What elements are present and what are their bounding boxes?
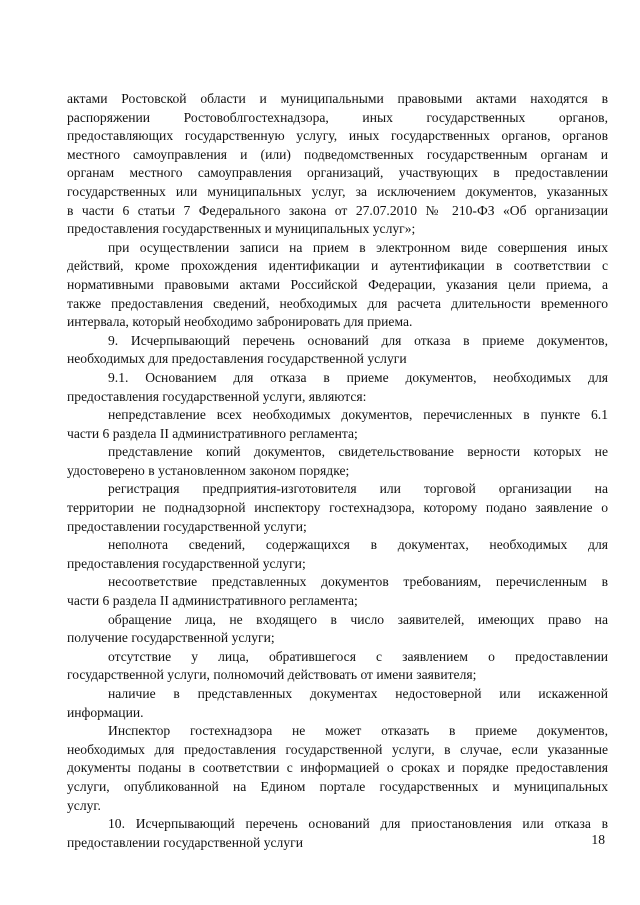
page-number: 18 <box>591 832 605 847</box>
text-line: Инспектор гостехнадзора не может отказать в приеме документов, <box>108 723 608 739</box>
text-line: 9.1. Основанием для отказа в приеме документов, необходимых для <box>108 369 608 385</box>
list-item-line: неполнота сведений, содержащихся в документах, необходимых для <box>108 537 608 553</box>
document-body <box>67 90 608 852</box>
list-item-line: части 6 раздела II административного регламента; <box>67 593 358 609</box>
text-line: предоставления государственных и муниципальных услуг»; <box>67 221 416 237</box>
text-line: распоряжении Ростовоблгостехнадзора, иных государственных органов, <box>67 109 608 125</box>
text-line: услуг. <box>67 797 101 813</box>
list-item-line: удостоверено в установленном законом порядке; <box>67 462 350 478</box>
list-item-line: представление копий документов, свидетельствование верности которых не <box>108 444 608 460</box>
text-line: нормативными правовыми актами Российской Федерации, указания цели приема, а <box>67 276 608 292</box>
text-line: местного самоуправления и (или) подведомственных государственным органам и <box>67 146 608 162</box>
text-line: органам местного самоуправления организаций, участвующих в предоставлении <box>67 165 608 181</box>
list-item-line: предоставлении государственной услуги; <box>67 518 307 534</box>
list-item-line: информации. <box>67 704 144 720</box>
text-line: действий, кроме прохождения идентификации и аутентификации в соответствии с <box>67 258 608 274</box>
section-heading-line: необходимых для предоставления государственной услуги <box>67 351 407 367</box>
text-line: актами Ростовской области и муниципальными правовыми актами находятся в <box>67 91 608 106</box>
list-item-line: части 6 раздела II административного регламента; <box>67 425 358 441</box>
section-heading-line: 9. Исчерпывающий перечень оснований для отказа в приеме документов, <box>108 332 608 348</box>
text-line: при осуществлении записи на прием в электронном виде совершения иных <box>108 239 608 255</box>
text-line: услуги, опубликованной на Едином портале государственных и муниципальных <box>67 778 608 794</box>
list-item-line: наличие в представленных документах недостоверной или искаженной <box>108 686 608 701</box>
text-line: необходимых для предоставления государственной услуги, в случае, если указанные <box>67 741 608 757</box>
list-item-line: получение государственной услуги; <box>67 630 275 646</box>
list-item-line: отсутствие у лица, обратившегося с заявлением о предоставлении <box>108 648 608 664</box>
list-item-line: непредставление всех необходимых документов, перечисленных в пункте 6.1 <box>108 407 608 423</box>
list-item-line: несоответствие представленных документов требованиям, перечисленным в <box>108 574 608 590</box>
text-line: интервала, который необходимо забронировать для приема. <box>67 314 413 330</box>
list-item-line: предоставления государственной услуги; <box>67 555 306 571</box>
list-item-line: государственной услуги, полномочий действовать от имени заявителя; <box>67 667 477 683</box>
list-item-line: обращение лица, не входящего в число заявителей, имеющих право на <box>108 611 608 627</box>
list-item-line: регистрация предприятия-изготовителя или торговой организации на <box>108 481 608 497</box>
section-heading-line: предоставлении государственной услуги <box>67 834 303 850</box>
text-line: предоставления государственной услуги, являются: <box>67 388 367 404</box>
section-heading-line: 10. Исчерпывающий перечень оснований для приостановления или отказа в <box>108 816 608 832</box>
text-line: в части 6 статьи 7 Федерального закона от 27.07.2010 № 210-ФЗ «Об организации <box>67 202 608 218</box>
text-line: также предоставления сведений, необходимых для расчета длительности временного <box>67 295 608 311</box>
text-line: документы поданы в соответствии с информацией о сроках и порядке предоставления <box>67 760 608 776</box>
text-line: государственных или муниципальных услуг, за исключением документов, указанных <box>67 183 608 199</box>
text-line: предоставляющих государственную услугу, иных государственных органов, органов <box>67 128 608 144</box>
list-item-line: территории не поднадзорной инспектору гостехнадзора, которому подано заявление о <box>67 500 608 516</box>
